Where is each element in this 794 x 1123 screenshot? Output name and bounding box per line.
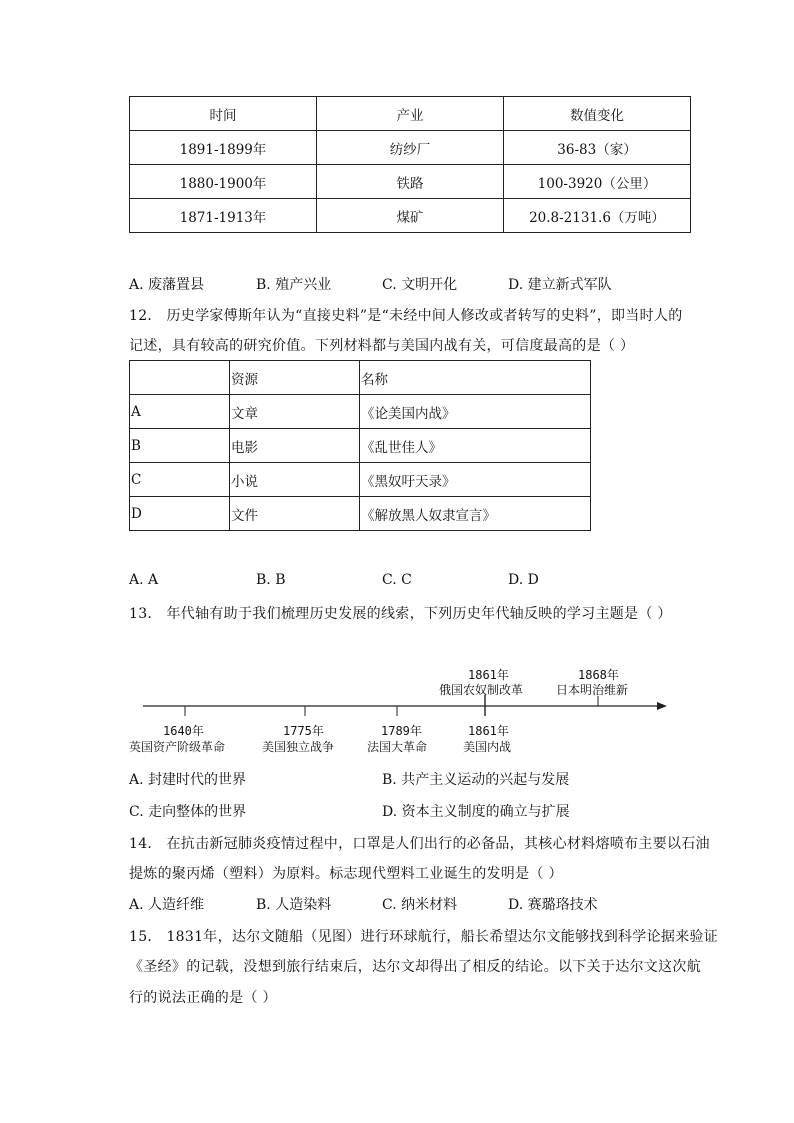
timeline-year-1775: 1775年 — [283, 724, 324, 738]
table-row — [130, 199, 691, 233]
q11-option-d: D. 建立新式军队 — [508, 277, 612, 293]
table-cell: 文章 — [230, 395, 360, 429]
q12-option-c: C. C — [382, 572, 412, 588]
q14-text-line1: 14． 在抗击新冠肺炎疫情过程中，口罩是人们出行的必备品，其核心材料熔喷布主要以石油 — [129, 836, 710, 852]
table-header-cell — [130, 361, 230, 395]
timeline-event-usa: 美国独立战争 — [262, 740, 335, 754]
timeline-year-1868: 1868年 — [578, 668, 619, 682]
timeline-event-civil-war: 美国内战 — [463, 740, 512, 754]
source-table — [129, 360, 591, 531]
q14-text-line2: 提炼的聚丙烯（塑料）为原料。标志现代塑料工业诞生的发明是（ ） — [129, 866, 563, 882]
table-row — [130, 131, 691, 165]
table-row — [130, 497, 591, 531]
q12-text-line1: 12． 历史学家傅斯年认为“直接史料”是“未经中间人修改或者转写的史料”，即当时人的 — [129, 308, 683, 324]
table-row — [130, 463, 591, 497]
q15-text-line1: 15． 1831年，达尔文随船（见图）进行环球航行，船长希望达尔文能够找到科学论据来验证 — [129, 929, 719, 945]
table-cell: 《黑奴吁天录》 — [360, 463, 591, 497]
timeline-year-1861-below: 1861年 — [468, 724, 509, 738]
table-cell: A — [130, 395, 230, 429]
table-cell: 纺纱厂 — [317, 131, 504, 165]
q12-option-b: B. B — [256, 572, 286, 588]
q13-option-c: C. 走向整体的世界 — [129, 804, 247, 820]
q13-option-d: D. 资本主义制度的确立与扩展 — [382, 804, 570, 820]
table-cell: D — [130, 497, 230, 531]
table-header-cell: 时间 — [130, 97, 317, 131]
table-cell: 1891-1899年 — [130, 131, 317, 165]
q11-option-a: A. 废藩置县 — [129, 277, 205, 293]
timeline-year-1861-above: 1861年 — [468, 668, 509, 682]
table-header-row — [130, 97, 691, 131]
timeline-event-england: 英国资产阶级革命 — [129, 740, 226, 754]
table-cell: 《乱世佳人》 — [360, 429, 591, 463]
table-cell: 1871-1913年 — [130, 199, 317, 233]
q11-option-c: C. 文明开化 — [382, 277, 458, 293]
table-cell: 20.8-2131.6（万吨） — [504, 199, 691, 233]
table-cell: 文件 — [230, 497, 360, 531]
table-row — [130, 165, 691, 199]
q14-option-c: C. 纳米材料 — [382, 897, 458, 913]
timeline-year-1640: 1640年 — [163, 724, 204, 738]
timeline-arrow-icon — [657, 702, 667, 710]
q12-option-d: D. D — [508, 572, 539, 588]
q13-text-line1: 13． 年代轴有助于我们梳理历史发展的线索，下列历史年代轴反映的学习主题是（ ） — [129, 606, 672, 622]
table-cell: 小说 — [230, 463, 360, 497]
q14-option-b: B. 人造染料 — [256, 897, 332, 913]
q15-text-line2: 《圣经》的记载，没想到旅行结束后，达尔文却得出了相反的结论。以下关于达尔文这次航 — [129, 959, 701, 975]
q14-option-a: A. 人造纤维 — [129, 897, 205, 913]
q12-text-line2: 记述，具有较高的研究价值。下列材料都与美国内战有关，可信度最高的是（ ） — [129, 338, 635, 354]
table-cell: 1880-1900年 — [130, 165, 317, 199]
q13-option-a: A. 封建时代的世界 — [129, 772, 247, 788]
timeline-event-japan: 日本明治维新 — [556, 683, 629, 697]
table-cell: B — [130, 429, 230, 463]
table-cell: 100-3920（公里） — [504, 165, 691, 199]
q11-option-b: B. 殖产兴业 — [256, 277, 332, 293]
table-cell: 电影 — [230, 429, 360, 463]
q12-option-a: A. A — [129, 572, 159, 588]
table-cell: 《论美国内战》 — [360, 395, 591, 429]
table-cell: 36-83（家） — [504, 131, 691, 165]
q13-option-b: B. 共产主义运动的兴起与发展 — [382, 772, 570, 788]
q15-text-line3: 行的说法正确的是（ ） — [129, 990, 277, 1006]
table-cell: 煤矿 — [317, 199, 504, 233]
table-header-cell: 数值变化 — [504, 97, 691, 131]
table-header-cell: 产业 — [317, 97, 504, 131]
table-header-cell: 名称 — [360, 361, 591, 395]
table-cell: C — [130, 463, 230, 497]
q14-option-d: D. 赛璐珞技术 — [508, 897, 598, 913]
table-row — [130, 429, 591, 463]
table-row — [130, 395, 591, 429]
table-cell: 铁路 — [317, 165, 504, 199]
table-header-row — [130, 361, 591, 395]
timeline-event-france: 法国大革命 — [367, 740, 428, 754]
timeline-year-1789: 1789年 — [381, 724, 422, 738]
timeline-event-russia: 俄国农奴制改革 — [439, 683, 524, 697]
table-header-cell: 资源 — [230, 361, 360, 395]
table-cell: 《解放黑人奴隶宣言》 — [360, 497, 591, 531]
industry-table — [129, 96, 691, 233]
